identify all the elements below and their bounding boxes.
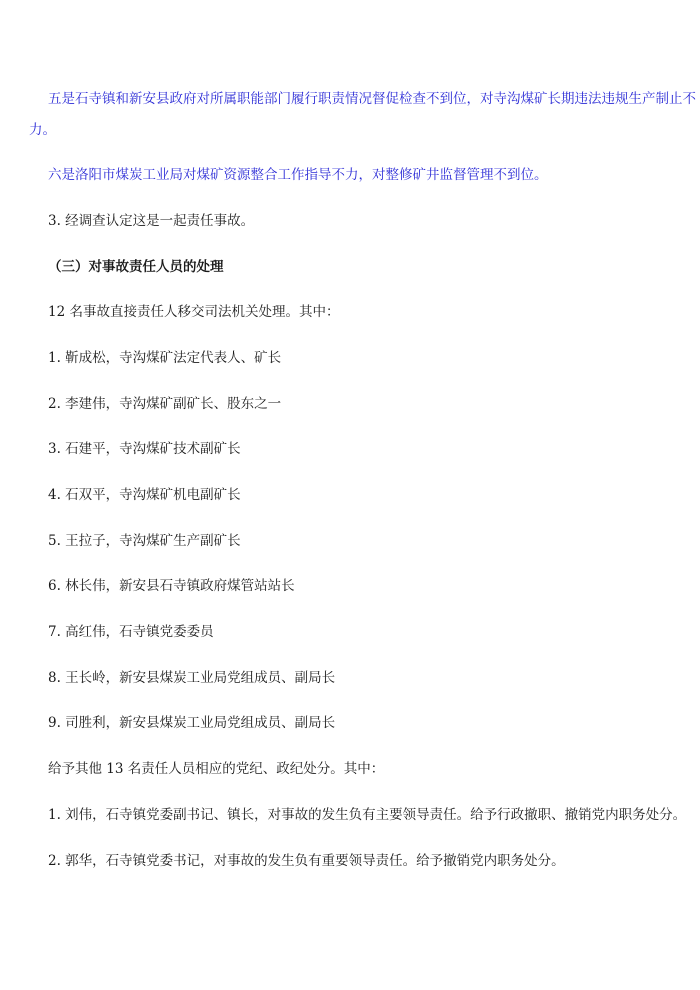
judicial-intro: 12 名事故直接责任人移交司法机关处理。其中： [48, 304, 340, 320]
judicial-list-item: 7. 高红伟，石寺镇党委委员 [48, 624, 214, 640]
judicial-list-item: 5. 王拉子，寺沟煤矿生产副矿长 [48, 533, 241, 549]
conclusion-paragraph: 3. 经调查认定这是一起责任事故。 [48, 213, 255, 229]
discipline-intro: 给予其他 13 名责任人员相应的党纪、政纪处分。其中： [48, 761, 385, 777]
judicial-list-item: 4. 石双平，寺沟煤矿机电副矿长 [48, 487, 241, 503]
section-heading: （三）对事故责任人员的处理 [48, 259, 224, 275]
discipline-list-item: 1. 刘伟，石寺镇党委副书记、镇长，对事故的发生负有主要领导责任。给予行政撤职、撤销党内职务处分。 [48, 807, 687, 823]
judicial-list-item: 8. 王长岭，新安县煤炭工业局党组成员、副局长 [48, 670, 336, 686]
judicial-list-item: 2. 李建伟，寺沟煤矿副矿长、股东之一 [48, 396, 282, 412]
paragraph-five-line-1: 五是石寺镇和新安县政府对所属职能部门履行职责情况督促检查不到位，对寺沟煤矿长期违法违规生产制止不 [48, 91, 696, 107]
judicial-list-item: 9. 司胜利，新安县煤炭工业局党组成员、副局长 [48, 715, 336, 731]
paragraph-five-line-2: 力。 [29, 122, 56, 138]
judicial-list-item: 1. 靳成松，寺沟煤矿法定代表人、矿长 [48, 350, 282, 366]
judicial-list-item: 6. 林长伟，新安县石寺镇政府煤管站站长 [48, 578, 295, 594]
discipline-list-item: 2. 郭华，石寺镇党委书记，对事故的发生负有重要领导责任。给予撤销党内职务处分。 [48, 853, 565, 869]
judicial-list-item: 3. 石建平，寺沟煤矿技术副矿长 [48, 441, 241, 457]
paragraph-six: 六是洛阳市煤炭工业局对煤矿资源整合工作指导不力，对整修矿井监督管理不到位。 [48, 167, 548, 183]
